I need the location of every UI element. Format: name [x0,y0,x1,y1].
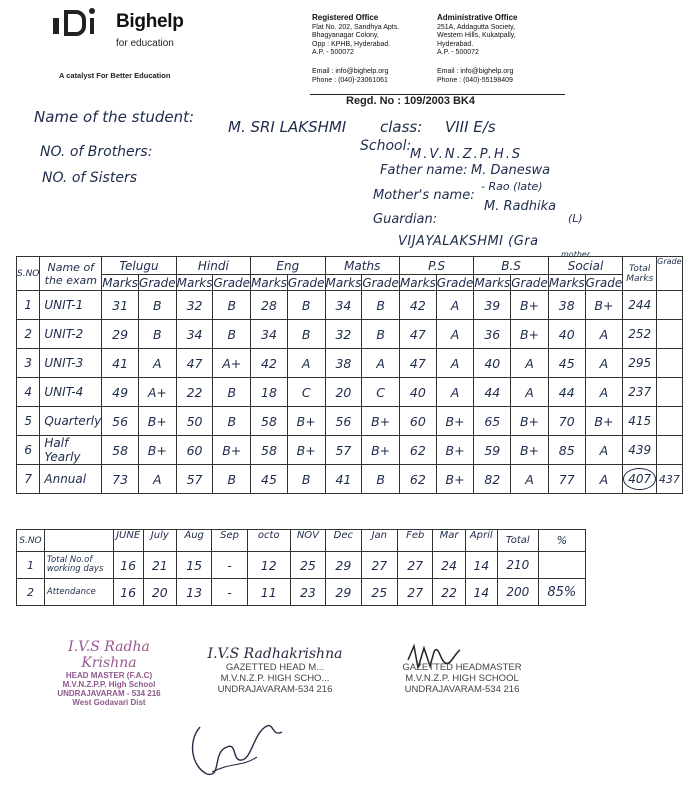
attendance-cell: 27 [398,579,433,606]
mark-cell: 39 [474,291,511,320]
mark-cell: 32 [176,291,213,320]
grade-cell: B [287,291,325,320]
grade-cell: B+ [362,436,400,465]
grade-cell: C [287,378,325,407]
attendance-cell: 27 [361,552,398,579]
month-header: April [465,530,497,552]
grade-cell: B+ [511,407,549,436]
stamp-line: M.V.N.Z.P. HIGH SCHO... [220,673,330,684]
mark-cell: 47 [399,349,436,378]
attendance-cell: 13 [176,579,211,606]
mark-cell: 41 [102,349,139,378]
attendance-cell: 14 [465,579,497,606]
address-line: Western Hills, Kukatpally, [437,32,516,40]
month-header: NOV [290,530,325,552]
address-line: Flat No. 202, Sandhya Apts. [312,23,400,31]
subject-header: Maths [325,257,399,275]
subject-header: Social [548,257,622,275]
brand-subtitle: for education [116,38,174,49]
tagline: A catalyst For Better Education [59,71,171,80]
grade-cell: A+ [139,378,177,407]
header-total: Total [497,530,538,552]
row-grade [657,378,682,407]
grade-cell: B+ [436,436,474,465]
stamp-line: HEAD MASTER (F.A.C) [65,671,153,680]
row-total [623,465,657,494]
stamp-line: UNDRAJAVARAM-534 216 [404,684,520,695]
mother-name-label: Mother's name: [373,188,475,203]
grade-cell: B+ [213,436,251,465]
grade-cell: A [436,320,474,349]
row-total: 252 [623,320,657,349]
brothers-label: NO. of Brothers: [40,144,153,160]
row-total: 439 [623,436,657,465]
mark-cell: 65 [474,407,511,436]
stamp-line: UNDRAJAVARAM - 534 216 [57,689,161,698]
attendance-cell: 11 [247,579,290,606]
father-name: M. Daneswa [471,163,551,178]
row-total: 295 [623,349,657,378]
grade-cell: A [362,349,400,378]
attendance-cell: 14 [465,552,497,579]
mark-cell: 42 [399,291,436,320]
row-total: 415 [623,407,657,436]
mark-cell: 20 [325,378,362,407]
mark-cell: 36 [474,320,511,349]
grade-cell: B+ [287,436,325,465]
grade-cell: A [511,378,549,407]
mark-cell: 49 [102,378,139,407]
marks-subheader: Marks [251,275,287,290]
grade-cell: B+ [511,320,549,349]
row-sno: 4 [17,378,40,407]
administrative-office [437,14,572,85]
grade-cell: B+ [362,407,400,436]
grade-cell: A [585,436,623,465]
sisters-label: NO. of Sisters [42,170,137,186]
grade-subheader: Grade [139,275,176,290]
mark-cell: 18 [251,378,288,407]
header-blank [44,530,113,552]
row-sno: 2 [17,579,45,606]
attendance-cell: 20 [143,579,176,606]
address-line: Hyderabad. [437,40,474,48]
mark-cell: 44 [474,378,511,407]
mark-cell: 42 [251,349,288,378]
grade-cell: A [139,465,177,494]
table-row [17,552,586,579]
row-label: Attendance [44,579,113,606]
guardian-name: VIJAYALAKSHMI (Gra [398,234,539,249]
grade-subheader: Grade [436,275,474,290]
table-row [17,291,683,320]
grade-cell: B [362,465,400,494]
mark-cell: 31 [102,291,139,320]
mark-cell: 40 [474,349,511,378]
table-subheader-row [17,275,683,291]
mark-cell: 56 [102,407,139,436]
row-total: 237 [623,378,657,407]
stamp-line: GAZETTED HEAD M... [225,662,325,673]
student-name: M. SRI LAKSHMI [228,118,347,136]
grade-cell: B [213,465,251,494]
mark-cell: 29 [102,320,139,349]
mark-cell: 47 [399,320,436,349]
table-header-row [17,257,683,275]
mark-cell: 60 [399,407,436,436]
header-total: Total Marks [623,257,657,291]
table-row [17,579,586,606]
row-sno: 5 [17,407,40,436]
stamp-line: UNDRAJAVARAM-534 216 [217,684,333,695]
grade-subheader: Grade [287,275,325,290]
brand-name: Bighelp [116,11,184,32]
row-exam: UNIT-3 [40,349,102,378]
grade-cell: B [139,320,177,349]
row-total: 200 [497,579,538,606]
school-label: School: [360,138,412,154]
row-sno: 3 [17,349,40,378]
row-exam: Annual [40,465,102,494]
mark-cell: 57 [325,436,362,465]
mark-cell: 62 [399,436,436,465]
headmaster-stamp-middle [195,646,355,695]
row-exam: Quarterly [40,407,102,436]
grade-cell: B+ [585,291,623,320]
attendance-cell: 25 [361,579,398,606]
mark-cell: 28 [251,291,288,320]
stamp-line: GAZETTED HEADMASTER [402,662,522,673]
subject-header: B.S [474,257,548,275]
father-name-continued: - Rao (late) [481,180,543,193]
header-sno: S.NO [17,530,45,552]
row-exam: UNIT-1 [40,291,102,320]
row-label: Total No.of working days [44,552,113,579]
headmaster-stamp-right [372,662,552,695]
marks-subheader: Marks [474,275,511,290]
row-grade [657,320,682,349]
student-name-label: Name of the student: [34,108,195,126]
table-header-row [17,530,586,552]
school-name: M.V.N.Z.P.H.S [410,147,523,162]
class-label: class: [380,118,423,136]
row-grade: 437 [657,465,682,494]
stamp-line: M.V.N.Z.P.P. High School [62,680,156,689]
row-grade [657,436,682,465]
mark-cell: 85 [548,436,585,465]
mark-cell: 70 [548,407,585,436]
grade-cell: B+ [436,407,474,436]
marks-table [16,256,683,494]
grade-cell: C [362,378,400,407]
headmaster-stamp-left [44,639,174,707]
address-line: Opp : KPHB, Hyderabad. [312,40,391,48]
grade-subheader: Grade [213,275,251,290]
grade-subheader: Grade [511,275,548,290]
mark-cell: 34 [251,320,288,349]
mark-cell: 41 [325,465,362,494]
grade-cell: B+ [436,465,474,494]
row-grade [657,349,682,378]
mark-cell: 77 [548,465,585,494]
grade-cell: A [436,349,474,378]
month-header: JUNE [113,530,143,552]
table-row [17,407,683,436]
attendance-cell: - [212,552,247,579]
grade-cell: B [287,320,325,349]
attendance-cell: 25 [290,552,325,579]
address-line: 251A, Addagutta Society, [437,23,516,31]
mark-cell: 38 [548,291,585,320]
table-row [17,436,683,465]
grade-cell: B+ [511,291,549,320]
email: Email : info@bighelp.org [312,67,389,75]
email: Email : info@bighelp.org [437,67,514,75]
grade-cell: B [213,378,251,407]
row-exam: UNIT-4 [40,378,102,407]
header-percent: % [538,530,585,552]
registered-office [312,14,437,85]
attendance-cell: 29 [326,552,361,579]
phone: Phone : (040)-23061061 [312,76,388,84]
subject-header: Eng [251,257,325,275]
attendance-cell: - [212,579,247,606]
mark-cell: 56 [325,407,362,436]
mark-cell: 45 [251,465,288,494]
mark-cell: 60 [176,436,213,465]
attendance-cell: 16 [113,579,143,606]
mark-cell: 40 [399,378,436,407]
row-grade [657,291,682,320]
registration-number: Regd. No : 109/2003 BK4 [346,95,475,107]
marks-subheader: Marks [548,275,585,290]
grade-cell: B [287,465,325,494]
circled-total: 407 [623,468,656,490]
attendance-cell: 15 [176,552,211,579]
subject-header: Hindi [176,257,250,275]
row-sno: 7 [17,465,40,494]
subject-header: P.S [399,257,473,275]
mark-cell: 62 [399,465,436,494]
table-row [17,349,683,378]
grade-cell: B [213,407,251,436]
row-sno: 1 [17,552,45,579]
marks-subheader: Marks [399,275,436,290]
grade-subheader: Grade [585,275,623,290]
signature: I.V.S Radha Krishna [68,639,150,671]
registered-office-title: Registered Office [312,13,379,22]
grade-cell: A [585,320,623,349]
grade-cell: B [362,291,400,320]
mark-cell: 58 [251,436,288,465]
grade-cell: A [585,378,623,407]
mark-cell: 34 [325,291,362,320]
grade-cell: A [436,378,474,407]
month-header: Jan [361,530,398,552]
subject-header: Telugu [102,257,176,275]
row-sno: 1 [17,291,40,320]
mother-name: M. Radhika [484,199,557,214]
attendance-cell: 27 [398,552,433,579]
month-header: Dec [326,530,361,552]
grade-cell: B+ [585,407,623,436]
mark-cell: 22 [176,378,213,407]
grade-cell: B [139,291,177,320]
address-line: Bhagyanagar Colony, [312,32,379,40]
grade-cell: B [362,320,400,349]
month-header: Aug [176,530,211,552]
class-value: VIII E/s [445,118,496,136]
header-exam: Name of the exam [40,257,102,291]
row-total: 244 [623,291,657,320]
mark-cell: 82 [474,465,511,494]
mark-cell: 59 [474,436,511,465]
attendance-cell: 16 [113,552,143,579]
row-exam: UNIT-2 [40,320,102,349]
address-line: A.P. - 500072 [312,49,354,57]
month-header: octo [247,530,290,552]
mark-cell: 45 [548,349,585,378]
row-exam: Half Yearly [40,436,102,465]
grade-cell: A [511,349,549,378]
scribble-signature-icon [182,712,292,787]
mother-name-continued: (L) [568,212,583,225]
attendance-cell: 29 [326,579,361,606]
row-sno: 6 [17,436,40,465]
phone: Phone : (040)-55198409 [437,76,513,84]
father-name-label: Father name: [380,163,468,178]
address-line: A.P. - 500072 [437,49,479,57]
attendance-table [16,529,586,606]
month-header: Feb [398,530,433,552]
grade-cell: B+ [511,436,549,465]
grade-cell: B+ [139,407,177,436]
table-row [17,465,683,494]
grade-cell: B [213,291,251,320]
row-total: 210 [497,552,538,579]
month-header: July [143,530,176,552]
mark-cell: 40 [548,320,585,349]
signature: I.V.S Radhakrishna [207,646,343,662]
marks-subheader: Marks [176,275,213,290]
grade-cell: B+ [287,407,325,436]
stamp-line: M.V.N.Z.P. HIGH SCHOOL [405,673,519,684]
grade-cell: A [139,349,177,378]
attendance-cell: 22 [433,579,465,606]
row-percent: 85% [538,579,585,606]
row-grade [657,407,682,436]
table-row [17,320,683,349]
mark-cell: 58 [102,436,139,465]
grade-cell: A [287,349,325,378]
mark-cell: 34 [176,320,213,349]
stamp-line: West Godavari Dist [72,698,146,707]
attendance-cell: 24 [433,552,465,579]
header-grade: Grade [657,257,682,291]
marks-subheader: Marks [325,275,362,290]
guardian-name-continued: mother [561,250,591,259]
attendance-cell: 23 [290,579,325,606]
header-sno: S.NO [17,257,40,291]
mark-cell: 57 [176,465,213,494]
admin-office-title: Administrative Office [437,13,518,22]
attendance-cell: 12 [247,552,290,579]
bighelp-logo-icon [52,6,102,36]
row-sno: 2 [17,320,40,349]
mark-cell: 44 [548,378,585,407]
grade-cell: A [585,349,623,378]
attendance-cell: 21 [143,552,176,579]
mark-cell: 58 [251,407,288,436]
grade-cell: A+ [213,349,251,378]
grade-cell: B [213,320,251,349]
grade-cell: A [585,465,623,494]
mark-cell: 47 [176,349,213,378]
month-header: Mar [433,530,465,552]
marks-subheader: Marks [102,275,139,290]
mark-cell: 32 [325,320,362,349]
grade-subheader: Grade [362,275,399,290]
mark-cell: 50 [176,407,213,436]
mark-cell: 38 [325,349,362,378]
grade-cell: B+ [139,436,177,465]
table-row [17,378,683,407]
grade-cell: A [511,465,549,494]
grade-cell: A [436,291,474,320]
guardian-label: Guardian: [373,212,438,227]
mark-cell: 73 [102,465,139,494]
row-percent [538,552,585,579]
month-header: Sep [212,530,247,552]
